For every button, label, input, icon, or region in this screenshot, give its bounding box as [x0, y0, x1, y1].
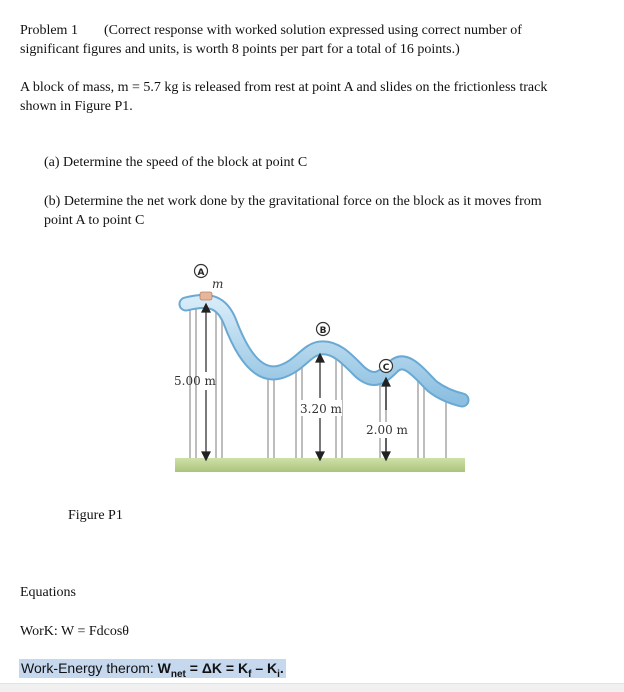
- height-a-label: 5.00 m: [174, 374, 216, 388]
- we-end: .: [279, 660, 284, 676]
- work-energy-theorem[interactable]: [19, 659, 286, 678]
- we-net-sub: net: [170, 668, 186, 680]
- grading-note-line2: significant figures and units, is worth 8 points per part for a total of 16 points.): [20, 42, 460, 57]
- point-b-label: B: [319, 326, 327, 336]
- point-a-marker: [195, 265, 208, 279]
- mass-label: m: [212, 277, 224, 291]
- we-ki-sub: i: [277, 668, 280, 680]
- we-label: Work-Energy therom:: [21, 660, 158, 676]
- we-mid: = ΔK = K: [185, 660, 249, 676]
- equations-heading: Equations: [20, 585, 76, 600]
- work-equation: WorK: W = Fdcosθ: [20, 624, 130, 639]
- height-c-label: 2.00 m: [366, 423, 408, 437]
- point-b-marker: [317, 323, 330, 337]
- problem-title: Problem 1: [20, 23, 78, 38]
- problem-statement-line2: shown in Figure P1.: [20, 99, 133, 114]
- point-c-marker: [380, 360, 393, 374]
- we-kf-sub: f: [248, 668, 252, 680]
- we-dash: – K: [251, 660, 278, 676]
- height-b-label: 3.20 m: [300, 402, 342, 416]
- point-c-label: C: [382, 363, 390, 373]
- track-figure: [170, 262, 470, 472]
- part-b-question-line1: (b) Determine the net work done by the gravitational force on the block as it moves from: [44, 194, 542, 209]
- part-b-question-line2: point A to point C: [44, 213, 145, 228]
- point-a-label: A: [197, 268, 205, 278]
- figure-caption: Figure P1: [68, 508, 123, 523]
- block: [200, 292, 212, 300]
- track-surface: [186, 301, 462, 400]
- problem-statement-line1: A block of mass, m = 5.7 kg is released from rest at point A and slides on the frictionless track: [20, 80, 548, 95]
- grading-note: (Correct response with worked solution expressed using correct number of: [103, 23, 522, 38]
- we-w: W: [157, 660, 171, 676]
- part-a-question: (a) Determine the speed of the block at point C: [44, 155, 308, 170]
- problem-header: [20, 21, 522, 40]
